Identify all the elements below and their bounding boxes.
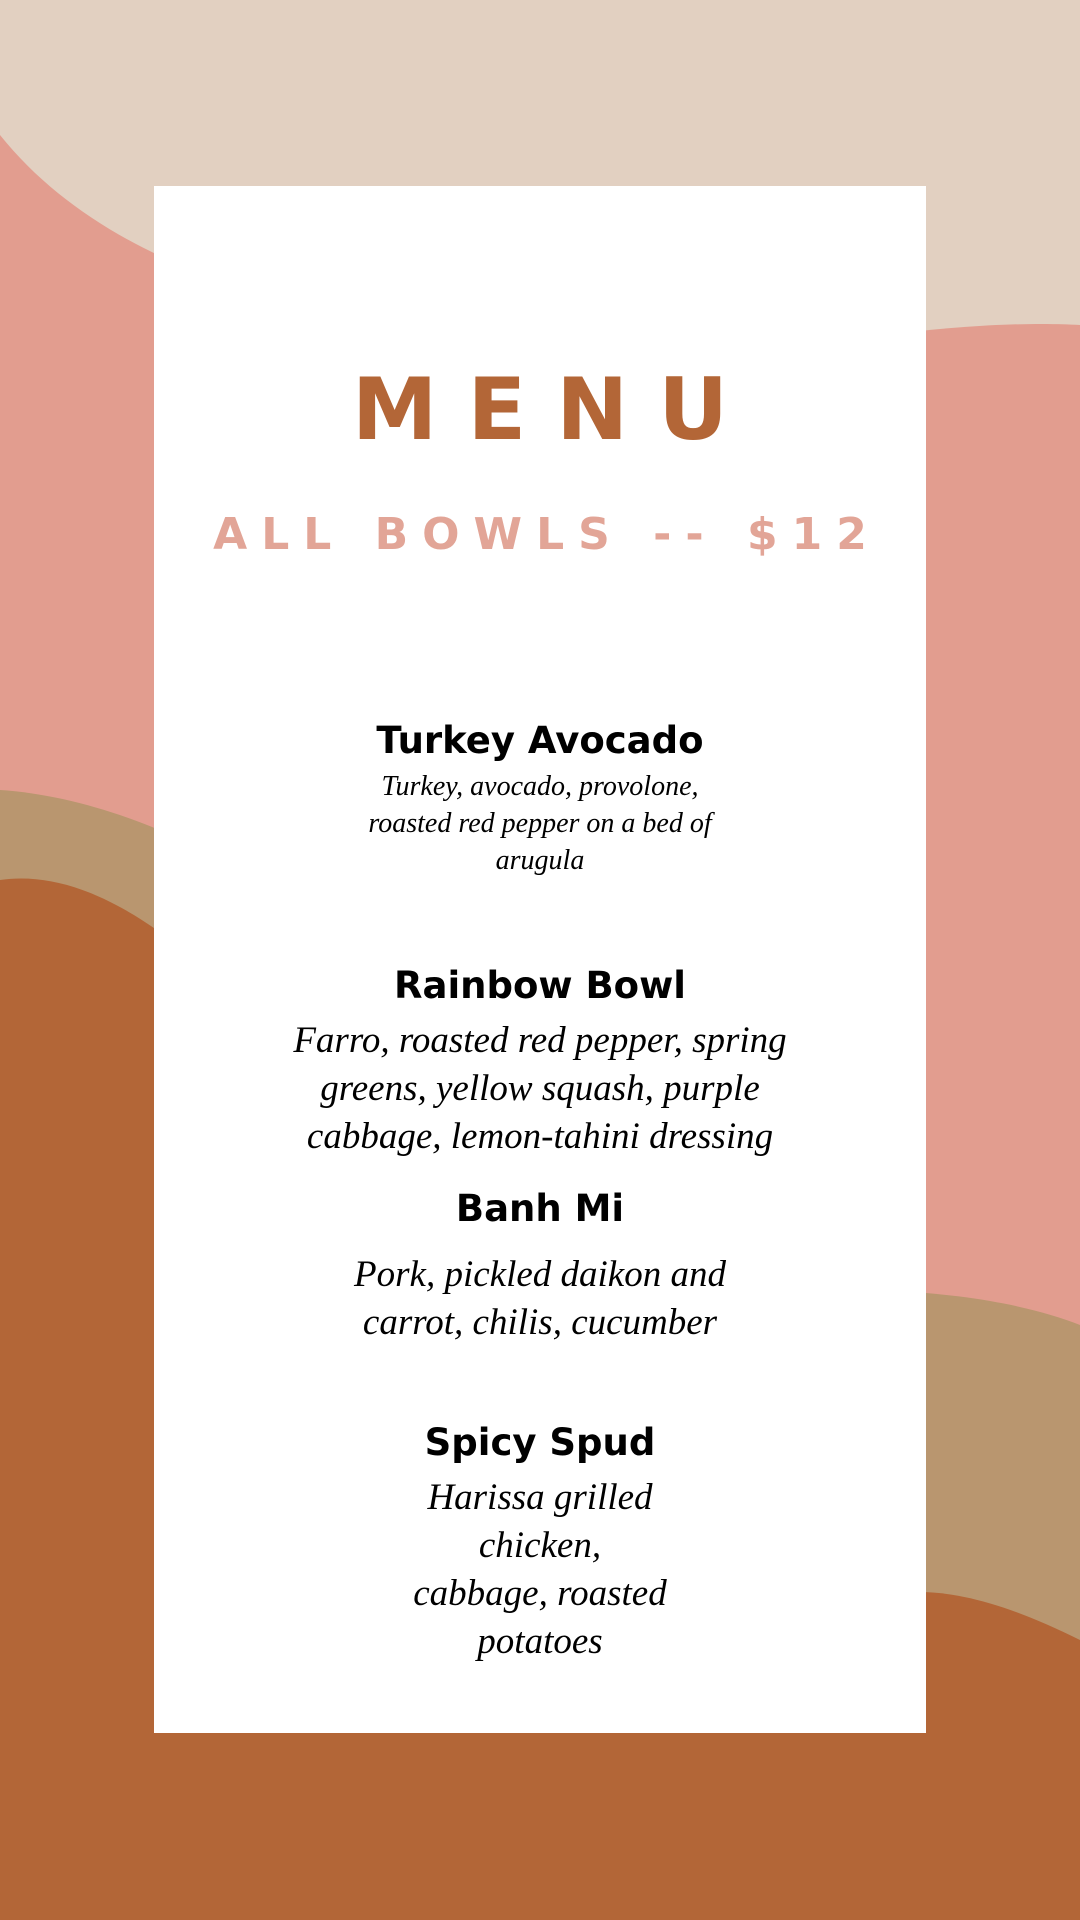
description-line: potatoes	[477, 1621, 603, 1662]
menu-item-description	[230, 1017, 850, 1161]
menu-subtitle: ALL BOWLS -- $12	[213, 509, 881, 560]
menu-item-name: Banh Mi	[455, 1187, 625, 1230]
description-line: arugula	[495, 845, 585, 876]
menu-item-name: Rainbow Bowl	[394, 964, 686, 1007]
menu-title: MENU	[351, 360, 759, 460]
description-line: carrot, chilis, cucumber	[362, 1302, 718, 1343]
description-line: Farro, roasted red pepper, spring	[293, 1020, 787, 1061]
description-line: Harissa grilled	[427, 1477, 653, 1518]
description-line: Pork, pickled daikon and	[354, 1254, 726, 1295]
menu-item-name: Spicy Spud	[424, 1421, 656, 1464]
description-line: greens, yellow squash, purple	[320, 1068, 760, 1109]
description-line: cabbage, lemon-tahini dressing	[306, 1116, 774, 1157]
menu-item-description	[340, 1474, 740, 1666]
description-line: Turkey, avocado, provolone,	[381, 771, 699, 802]
menu-item-name: Turkey Avocado	[376, 719, 704, 762]
background-rust-bottom	[0, 1700, 1080, 1920]
menu-item-description	[260, 1251, 820, 1347]
description-line: roasted red pepper on a bed of	[368, 808, 712, 839]
menu-item-description	[300, 768, 780, 879]
description-line: chicken,	[478, 1525, 602, 1566]
description-line: cabbage, roasted	[413, 1573, 667, 1614]
